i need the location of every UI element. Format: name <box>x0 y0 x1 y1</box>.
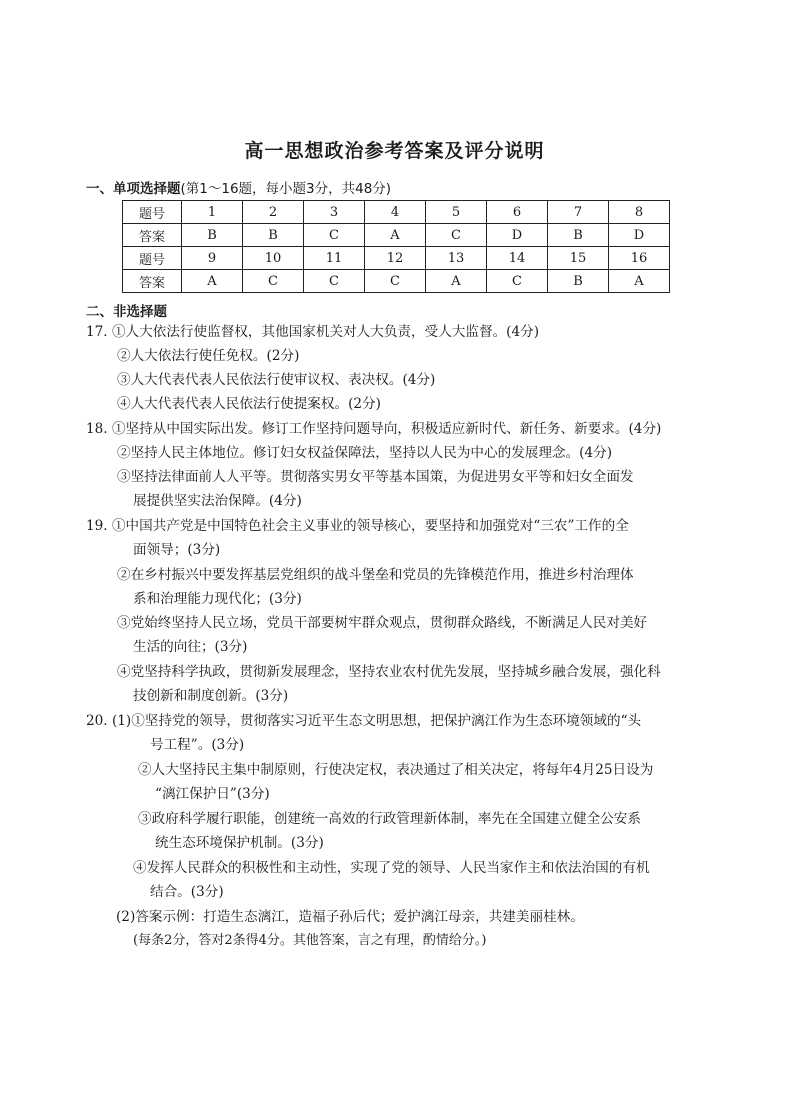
table-cell: 6 <box>487 201 548 224</box>
section-2-heading <box>86 300 167 320</box>
table-cell: C <box>243 270 304 293</box>
answer-line: ②在乡村振兴中要发挥基层党组织的战斗堡垒和党员的先锋模范作用，推进乡村治理体 <box>117 567 634 583</box>
table-row <box>123 247 670 270</box>
answer-line: ④人大代表代表人民依法行使提案权。(2分) <box>117 396 381 412</box>
row-label: 答案 <box>123 270 182 293</box>
answer-line: ②人大坚持民主集中制原则，行使决定权，表决通过了相关决定，将每年4月25日设为 <box>138 762 654 778</box>
table-cell: 12 <box>365 247 426 270</box>
section-1-heading <box>86 177 391 197</box>
table-row <box>123 270 670 293</box>
table-cell: C <box>365 270 426 293</box>
table-cell: 15 <box>548 247 609 270</box>
table-cell: A <box>609 270 670 293</box>
table-cell: 4 <box>365 201 426 224</box>
table-cell: C <box>304 270 365 293</box>
answer-table <box>122 200 670 293</box>
answer-line: ④党坚持科学执政，贯彻新发展理念，坚持农业农村优先发展，坚持城乡融合发展，强化科 <box>117 664 661 680</box>
table-cell: A <box>182 270 243 293</box>
table-cell: B <box>182 224 243 247</box>
answer-line: ③坚持法律面前人人平等。贯彻落实男女平等基本国策，为促进男女平等和妇女全面发 <box>117 469 634 485</box>
answer-line: 展提供坚实法治保障。(4分) <box>133 493 302 509</box>
table-row <box>123 224 670 247</box>
answer-line: 技创新和制度创新。(3分) <box>133 688 289 704</box>
table-cell: B <box>548 270 609 293</box>
table-cell: D <box>609 224 670 247</box>
scoring-note: (每条2分，答对2条得4分。其他答案，言之有理，酌情给分。) <box>133 933 487 948</box>
table-cell: B <box>243 224 304 247</box>
answer-line: 17. ①人大依法行使监督权，其他国家机关对人大负责，受人大监督。(4分) <box>86 324 540 340</box>
answer-line: “漓江保护日”(3分) <box>155 786 270 802</box>
table-cell: 16 <box>609 247 670 270</box>
table-cell: 14 <box>487 247 548 270</box>
answer-line: 统生态环境保护机制。(3分) <box>155 835 324 851</box>
answer-line: 系和治理能力现代化；(3分) <box>133 591 302 607</box>
row-label: 答案 <box>123 224 182 247</box>
table-cell: B <box>548 224 609 247</box>
section-2-title: 二、非选择题 <box>86 304 167 320</box>
table-cell: A <box>426 270 487 293</box>
table-cell: 2 <box>243 201 304 224</box>
table-cell: C <box>426 224 487 247</box>
answer-line: ④发挥人民群众的积极性和主动性，实现了党的领导、人民当家作主和依法治国的有机 <box>133 860 650 876</box>
answer-line: 结合。(3分) <box>150 884 224 900</box>
table-cell: 3 <box>304 201 365 224</box>
table-cell: D <box>487 224 548 247</box>
row-label: 题号 <box>123 201 182 224</box>
table-cell: 7 <box>548 201 609 224</box>
answer-line: (2)答案示例：打造生态漓江，造福子孙后代；爱护漓江母亲，共建美丽桂林。 <box>116 909 584 925</box>
answer-line: 19. ①中国共产党是中国特色社会主义事业的领导核心，要坚持和加强党对“三农”工作的全 <box>86 518 629 534</box>
answer-line: ③政府科学履行职能，创建统一高效的行政管理新体制，率先在全国建立健全公安系 <box>138 811 641 827</box>
answer-line: ③人大代表代表人民依法行使审议权、表决权。(4分) <box>117 372 436 388</box>
table-cell: 11 <box>304 247 365 270</box>
answer-line: 生活的向往；(3分) <box>133 639 248 655</box>
table-row <box>123 201 670 224</box>
answer-line: ②人大依法行使任免权。(2分) <box>117 348 300 364</box>
answer-line: 18. ①坚持从中国实际出发。修订工作坚持问题导向，积极适应新时代、新任务、新要求。(4分) <box>86 421 662 437</box>
table-cell: 10 <box>243 247 304 270</box>
answer-line: ②坚持人民主体地位。修订妇女权益保障法，坚持以人民为中心的发展理念。(4分) <box>117 445 613 461</box>
table-cell: 8 <box>609 201 670 224</box>
table-cell: 5 <box>426 201 487 224</box>
table-cell: 9 <box>182 247 243 270</box>
section-1-title: 一、单项选择题 <box>86 181 181 197</box>
page-title: 高一思想政治参考答案及评分说明 <box>244 140 545 162</box>
table-cell: A <box>365 224 426 247</box>
answer-line: 20. (1)①坚持党的领导，贯彻落实习近平生态文明思想，把保护漓江作为生态环境领域的“头 <box>86 713 642 729</box>
answer-line: 号工程”。(3分) <box>150 737 245 753</box>
table-cell: 13 <box>426 247 487 270</box>
table-cell: C <box>487 270 548 293</box>
table-cell: C <box>304 224 365 247</box>
table-cell: 1 <box>182 201 243 224</box>
answer-line: ③党始终坚持人民立场，党员干部要树牢群众观点，贯彻群众路线，不断满足人民对美好 <box>117 615 648 631</box>
row-label: 题号 <box>123 247 182 270</box>
section-1-note: (第1～16题，每小题3分，共48分) <box>180 181 392 197</box>
answer-line: 面领导；(3分) <box>133 542 221 558</box>
